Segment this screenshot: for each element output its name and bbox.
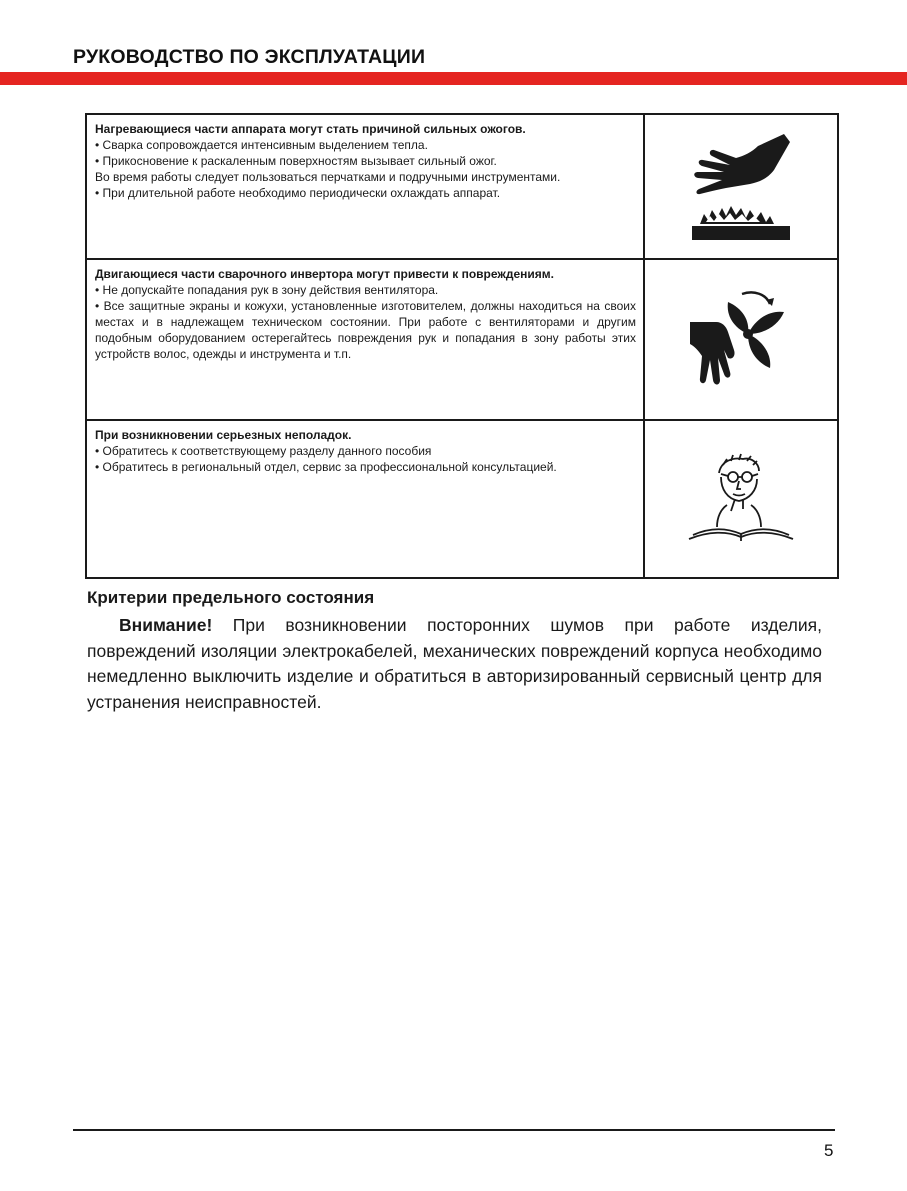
safety-row-line: • Обратитесь к соответствующему разделу данного пособия [95, 444, 432, 458]
safety-icon-cell [644, 114, 838, 259]
safety-row-title: При возникновении серьезных неполадок. [95, 428, 352, 442]
header-accent-bar [0, 72, 907, 85]
fan-hand-icon [686, 288, 796, 392]
criteria-title: Критерии предельного состояния [87, 588, 375, 607]
safety-icon-cell [644, 259, 838, 420]
safety-row-line: • Не допускайте попадания рук в зону действия вентилятора. [95, 283, 439, 297]
page-number: 5 [824, 1141, 834, 1160]
safety-row-line: • При длительной работе необходимо периодически охлаждать аппарат. [95, 186, 501, 200]
table-row [86, 114, 838, 259]
safety-row-line: Во время работы следует пользоваться перчатками и подручными инструментами. [95, 170, 561, 184]
table-row [86, 420, 838, 578]
safety-text-cell [86, 420, 644, 578]
attention-label: Внимание! [119, 615, 213, 635]
safety-row-line: • Все защитные экраны и кожухи, установленные изготовителем, должны находиться на своих местах и в надлежащем техническом состоянии. При работе с вентиляторами и другим подобным оборудованием остерегайтесь повреждения рук и попадания в зону работы этих устройств волос, одежды и инструмента и т.п. [95, 299, 636, 361]
safety-text-cell [86, 114, 644, 259]
safety-icon-cell [644, 420, 838, 578]
safety-table [85, 113, 839, 579]
safety-row-line: • Обратитесь в региональный отдел, сервис за профессиональной консультацией. [95, 460, 557, 474]
criteria-text: При возникновении посторонних шумов при работе изделия, повреждений изоляции электрокабелей, механических повреждений корпуса необходимо немедленно выключить изделие и обратиться в авторизированный сервисный центр для устранения неисправностей. [87, 615, 822, 712]
safety-row-line: • Сварка сопровождается интенсивным выделением тепла. [95, 138, 428, 152]
page-title: РУКОВОДСТВО ПО ЭКСПЛУАТАЦИИ [73, 46, 426, 68]
safety-text-cell [86, 259, 644, 420]
safety-row-title: Двигающиеся части сварочного инвертора могут привести к повреждениям. [95, 267, 555, 281]
criteria-section [87, 586, 822, 715]
criteria-paragraph [87, 613, 822, 715]
read-manual-icon [681, 449, 801, 549]
safety-row-title: Нагревающиеся части аппарата могут стать причиной сильных ожогов. [95, 122, 526, 136]
footer-divider [73, 1129, 835, 1131]
safety-row-line: • Прикосновение к раскаленным поверхностям вызывает сильный ожог. [95, 154, 497, 168]
table-row [86, 259, 838, 420]
hot-surface-hand-icon [686, 128, 796, 246]
